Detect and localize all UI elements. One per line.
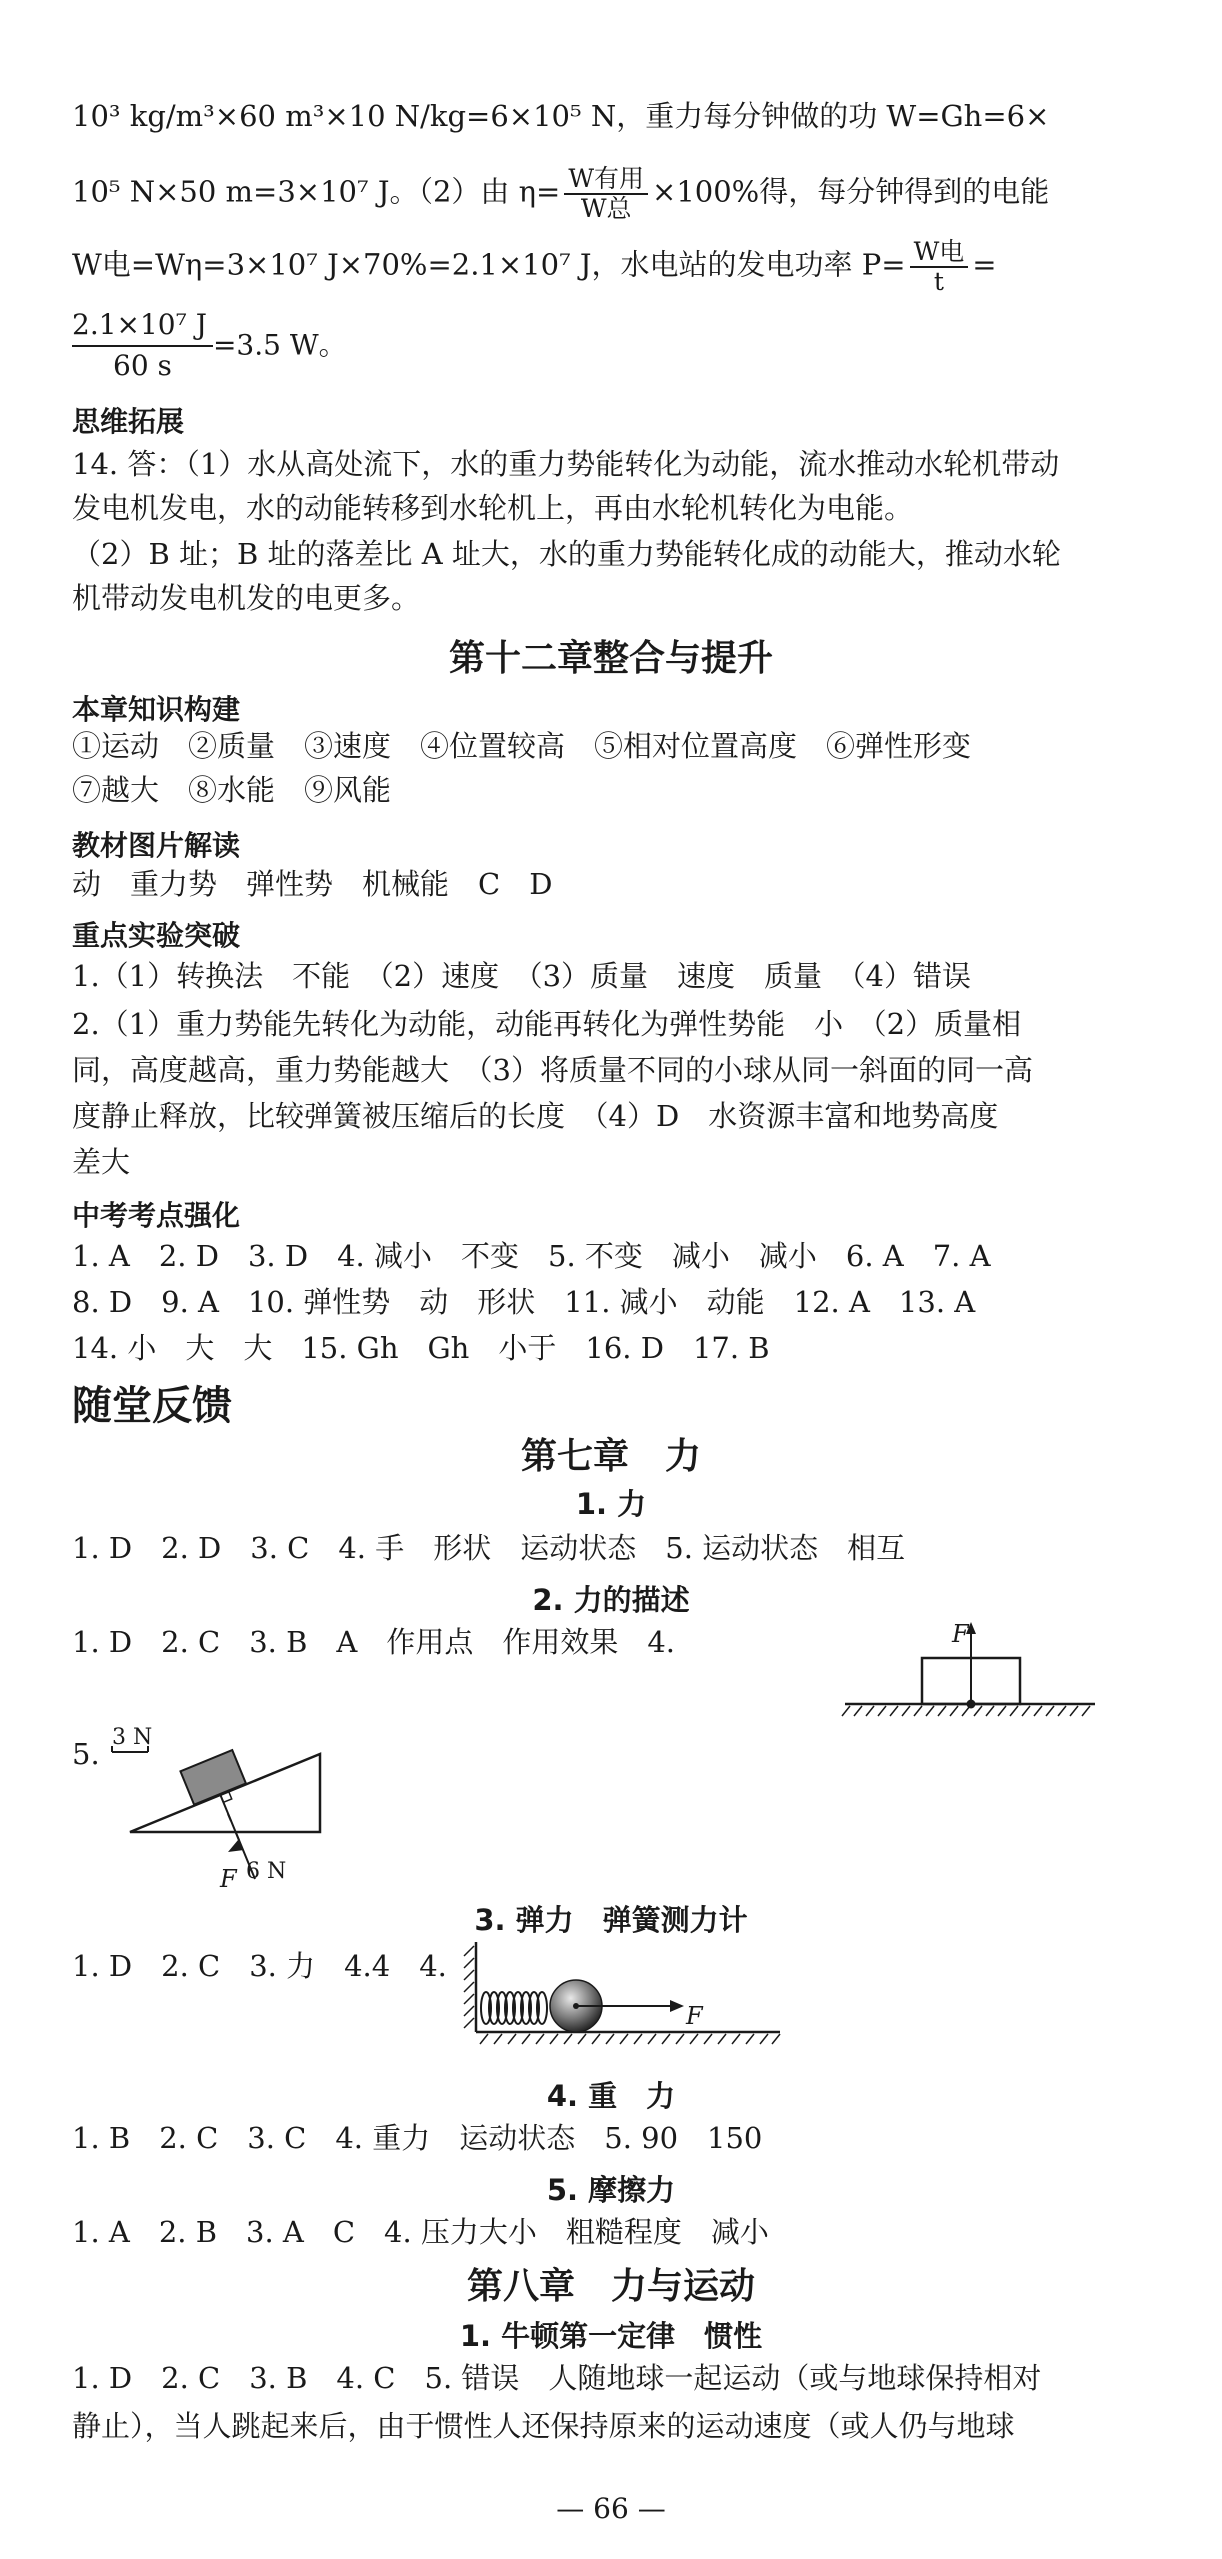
fraction-numerator: 2.1×10⁷ J xyxy=(72,310,213,347)
chapter-8-title: 第八章 力与运动 xyxy=(466,2265,755,2307)
ch7-section-3-title: 3. 弹力 弹簧测力计 xyxy=(474,1903,748,1937)
ch7-s4-answers: 1. B 2. C 3. C 4. 重力 运动状态 5. 90 150 xyxy=(72,2121,763,2155)
experiment-heading: 重点实验突破 xyxy=(72,919,241,952)
force-label: F xyxy=(220,1865,237,1893)
ch7-section-5-title: 5. 摩擦力 xyxy=(546,2173,676,2207)
figure-line-1: 动 重力势 弹性势 机械能 C D xyxy=(72,867,553,901)
power-result-fraction xyxy=(72,310,347,382)
feedback-heading: 随堂反馈 xyxy=(72,1383,232,1429)
thinking-line-4: 机带动发电机发的电更多。 xyxy=(72,581,421,615)
force-diagram-incline xyxy=(100,1722,360,1892)
fraction-numerator: W电 xyxy=(910,238,969,268)
prev-line-1: 10³ kg/m³×60 m³×10 N/kg=6×10⁵ N，重力每分钟做的功 W=Gh=6× xyxy=(72,99,1050,133)
ch8-s1-line-2: 静止），当人跳起来后，由于惯性人还保持原来的运动速度（或人仍与地球 xyxy=(72,2409,1015,2443)
ch7-section-2-title: 2. 力的描述 xyxy=(532,1583,690,1617)
experiment-line-5: 差大 xyxy=(72,1145,131,1179)
thinking-heading: 思维拓展 xyxy=(72,405,185,438)
ch7-s5-answers: 1. A 2. B 3. A C 4. 压力大小 粗糙程度 减小 xyxy=(72,2215,769,2249)
fraction-denominator: t xyxy=(933,266,944,296)
figure-heading: 教材图片解读 xyxy=(72,829,241,862)
thinking-line-1: 14. 答：（1）水从高处流下，水的重力势能转化为动能，流水推动水轮机带动 xyxy=(72,447,1060,481)
ch7-s2-q5-label: 5. xyxy=(72,1737,100,1771)
prev-line-3 xyxy=(72,238,997,295)
fraction-numerator: W有用 xyxy=(564,165,648,195)
thinking-line-2: 发电机发电，水的动能转移到水轮机上，再由水轮机转化为电能。 xyxy=(72,491,914,525)
thinking-line-3: （2）B 址；B 址的落差比 A 址大，水的重力势能转化成的动能大，推动水轮 xyxy=(72,537,1061,571)
force-label: F xyxy=(686,2002,703,2030)
scale-label: 3 N xyxy=(112,1725,153,1750)
prev-line-2-a: 10⁵ N×50 m=3×10⁷ J。（2）由 η= xyxy=(72,174,561,209)
knowledge-line-1: ①运动 ②质量 ③速度 ④位置较高 ⑤相对位置高度 ⑥弹性形变 xyxy=(72,729,972,763)
prev-line-3-b: = xyxy=(972,247,997,282)
ch7-s2-answers: 1. D 2. C 3. B A 作用点 作用效果 4. xyxy=(72,1625,676,1659)
power-result: =3.5 W。 xyxy=(212,328,347,362)
ch7-s1-answers: 1. D 2. D 3. C 4. 手 形状 运动状态 5. 运动状态 相互 xyxy=(72,1531,906,1565)
ch8-section-1-title: 1. 牛顿第一定律 惯性 xyxy=(459,2319,763,2353)
efficiency-fraction xyxy=(564,165,648,222)
ch7-section-1-title: 1. 力 xyxy=(575,1487,647,1521)
prev-line-2 xyxy=(72,165,1049,222)
ch7-section-4-title: 4. 重 力 xyxy=(546,2079,676,2113)
exam-line-3: 14. 小 大 大 15. Gh Gh 小于 16. D 17. B xyxy=(72,1331,770,1365)
block xyxy=(180,1750,245,1805)
force-label: F xyxy=(952,1620,969,1648)
chapter-7-title: 第七章 力 xyxy=(520,1435,701,1477)
exam-line-1: 1. A 2. D 3. D 4. 减小 不变 5. 不变 减小 减小 6. A 7. A xyxy=(72,1239,991,1273)
knowledge-line-2: ⑦越大 ⑧水能 ⑨风能 xyxy=(72,773,392,807)
knowledge-heading: 本章知识构建 xyxy=(72,693,241,726)
experiment-line-1: 1.（1）转换法 不能 （2）速度 （3）质量 速度 质量 （4）错误 xyxy=(72,959,971,993)
fraction-denominator: W总 xyxy=(580,193,632,223)
experiment-line-2: 2.（1）重力势能先转化为动能，动能再转化为弹性势能 小 （2）质量相 xyxy=(72,1007,1022,1041)
fraction-denominator: 60 s xyxy=(113,348,172,382)
power-fraction xyxy=(910,238,969,295)
page-number: — 66 — xyxy=(556,2492,666,2525)
prev-line-3-a: W电=Wη=3×10⁷ J×70%=2.1×10⁷ J，水电站的发电功率 P= xyxy=(72,247,906,282)
experiment-line-3: 同，高度越高，重力势能越大 （3）将质量不同的小球从同一斜面的同一高 xyxy=(72,1053,1033,1087)
spring-diagram xyxy=(462,1932,782,2052)
spring xyxy=(481,1992,547,2024)
prev-line-2-b: ×100%得，每分钟得到的电能 xyxy=(652,174,1050,209)
force-diagram-block xyxy=(840,1618,1100,1718)
ch7-s3-answers: 1. D 2. C 3. 力 4.4 4. xyxy=(72,1949,447,1983)
experiment-line-4: 度静止释放，比较弹簧被压缩后的长度 （4）D 水资源丰富和地势高度 xyxy=(72,1099,999,1133)
exam-heading: 中考考点强化 xyxy=(72,1199,241,1232)
force-value: 6 N xyxy=(246,1859,287,1884)
exam-line-2: 8. D 9. A 10. 弹性势 动 形状 11. 减小 动能 12. A 13. A xyxy=(72,1285,976,1319)
chapter-12-title: 第十二章整合与提升 xyxy=(448,637,773,679)
ch8-s1-line-1: 1. D 2. C 3. B 4. C 5. 错误 人随地球一起运动（或与地球保持相对 xyxy=(72,2361,1042,2395)
